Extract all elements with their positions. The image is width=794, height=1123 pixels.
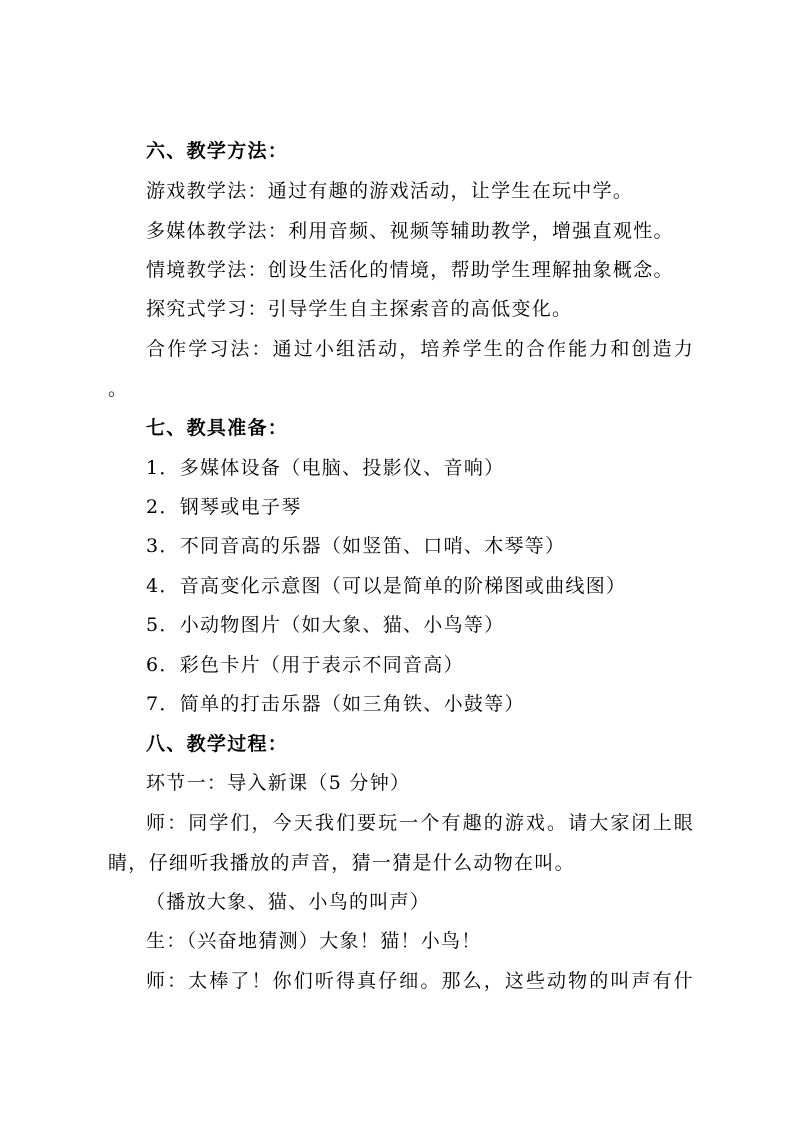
section-heading-process: 八、教学过程： bbox=[146, 733, 289, 755]
material-item-2: 2．钢琴或电子琴 bbox=[146, 496, 302, 518]
student-line-1: 生：（兴奋地猜测）大象！猫！小鸟！ bbox=[146, 930, 482, 952]
method-item-game: 游戏教学法：通过有趣的游戏活动，让学生在玩中学。 bbox=[146, 180, 634, 202]
material-item-1: 1．多媒体设备（电脑、投影仪、音响） bbox=[146, 457, 505, 479]
method-item-tail: 。 bbox=[108, 378, 129, 400]
material-item-5: 5．小动物图片（如大象、猫、小鸟等） bbox=[146, 614, 505, 636]
stage-direction: （播放大象、猫、小鸟的叫声） bbox=[146, 891, 431, 913]
method-item-inquiry: 探究式学习：引导学生自主探索音的高低变化。 bbox=[146, 298, 573, 320]
teacher-line-2a: 师：太棒了！你们听得真仔细。那么，这些动物的叫声有什 bbox=[146, 970, 694, 992]
material-item-6: 6．彩色卡片（用于表示不同音高） bbox=[146, 654, 464, 676]
section-heading-materials: 七、教具准备： bbox=[146, 417, 289, 439]
method-item-multimedia: 多媒体教学法：利用音频、视频等辅助教学，增强直观性。 bbox=[146, 220, 674, 242]
material-item-4: 4．音高变化示意图（可以是简单的阶梯图或曲线图） bbox=[146, 575, 627, 597]
method-item-cooperation: 合作学习法：通过小组活动，培养学生的合作能力和创造力 bbox=[146, 338, 694, 360]
teacher-line-1b: 睛，仔细听我播放的声音，猜一猜是什么动物在叫。 bbox=[108, 852, 575, 874]
process-step-1: 环节一：导入新课（5 分钟） bbox=[146, 772, 411, 794]
teacher-line-1a: 师：同学们，今天我们要玩一个有趣的游戏。请大家闭上眼 bbox=[146, 812, 694, 834]
material-item-3: 3．不同音高的乐器（如竖笛、口哨、木琴等） bbox=[146, 535, 566, 557]
section-heading-methods: 六、教学方法： bbox=[146, 140, 289, 162]
material-item-7: 7．简单的打击乐器（如三角铁、小鼓等） bbox=[146, 693, 525, 715]
method-item-situation: 情境教学法：创设生活化的情境，帮助学生理解抽象概念。 bbox=[146, 259, 674, 281]
